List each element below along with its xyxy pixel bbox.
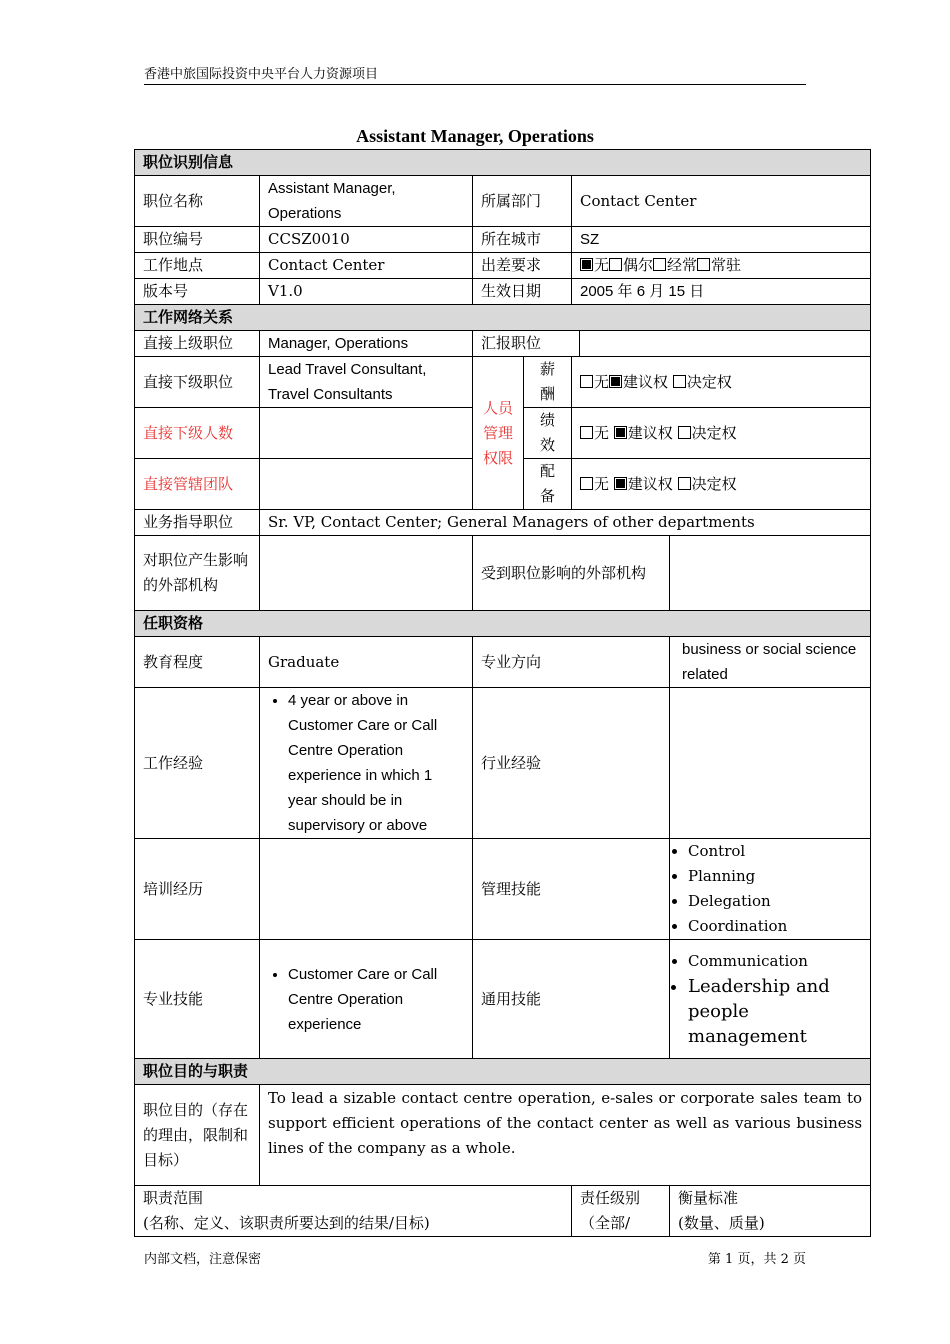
subordinate-count-label: 直接下级人数 xyxy=(135,408,260,459)
mgmt-authority-label: 人员管理权限 xyxy=(473,357,524,510)
list-item: • Coordination xyxy=(688,914,862,939)
purpose-value: To lead a sizable contact centre operation, e-sales or corporate sales team to support efficient operations of the contact center as well as various business lines of the company as a whole. xyxy=(260,1085,871,1186)
travel-options: 无 偶尔 经常 常驻 xyxy=(572,253,871,279)
page-header: 香港中旅国际投资中央平台人力资源项目 xyxy=(144,66,806,85)
mgmt-row-options: 无 建议权 决定权 xyxy=(572,408,871,459)
external-influence-label: 对职位产生影响的外部机构 xyxy=(135,536,260,611)
mgmt-row-options: 无 建议权 决定权 xyxy=(572,459,871,510)
subordinate-label: 直接下级职位 xyxy=(135,357,260,408)
version-value: V1.0 xyxy=(260,279,473,305)
guidance-value: Sr. VP, Contact Center; General Managers of other departments xyxy=(260,510,871,536)
mgmt-row-options: 无 建议权 决定权 xyxy=(572,357,871,408)
section-purpose: 职位目的与职责 xyxy=(135,1059,871,1085)
checkbox-icon xyxy=(673,375,686,388)
job-description-table xyxy=(134,149,871,1237)
footer-page-number: 第 1 页，共 2 页 xyxy=(707,1252,806,1267)
list-item: • Control xyxy=(688,839,862,864)
checkbox-checked-icon xyxy=(614,477,627,490)
subordinate-count-value xyxy=(260,408,473,459)
list-item: • Customer Care or Call Centre Operation experience xyxy=(288,962,464,1037)
mgmt-row-label: 配备 xyxy=(524,459,572,510)
section-network: 工作网络关系 xyxy=(135,305,871,331)
checkbox-checked-icon xyxy=(614,426,627,439)
mgmt-row-label: 绩效 xyxy=(524,408,572,459)
department-label: 所属部门 xyxy=(473,176,572,227)
effective-date-value: 2005 年 6 月 15 日 xyxy=(572,279,871,305)
training-label: 培训经历 xyxy=(135,839,260,940)
external-affected-label: 受到职位影响的外部机构 xyxy=(473,536,670,611)
version-label: 版本号 xyxy=(135,279,260,305)
list-item: • Leadership and people management xyxy=(688,974,862,1049)
responsibility-scope-header: 职责范围 (名称、定义、该职责所要达到的结果/目标) xyxy=(135,1186,572,1237)
position-code-value: CCSZ0010 xyxy=(260,227,473,253)
checkbox-checked-icon xyxy=(580,258,593,271)
department-value: Contact Center xyxy=(572,176,871,227)
checkbox-icon xyxy=(653,258,666,271)
checkbox-icon xyxy=(580,426,593,439)
section-qualification: 任职资格 xyxy=(135,611,871,637)
report-value xyxy=(580,331,871,357)
major-label: 专业方向 xyxy=(473,637,670,688)
checkbox-icon xyxy=(609,258,622,271)
list-item: • Planning xyxy=(688,864,862,889)
checkbox-icon xyxy=(697,258,710,271)
city-label: 所在城市 xyxy=(473,227,572,253)
effective-date-label: 生效日期 xyxy=(473,279,572,305)
prof-skill-label: 专业技能 xyxy=(135,940,260,1059)
measure-header: 衡量标准 (数量、质量) xyxy=(670,1186,871,1237)
responsibility-level-header: 责任级别 （全部/ xyxy=(572,1186,670,1237)
checkbox-icon xyxy=(580,477,593,490)
education-label: 教育程度 xyxy=(135,637,260,688)
superior-value: Manager, Operations xyxy=(260,331,473,357)
list-item: • Delegation xyxy=(688,889,862,914)
managed-team-label: 直接管辖团队 xyxy=(135,459,260,510)
position-code-label: 职位编号 xyxy=(135,227,260,253)
mgmt-skill-label: 管理技能 xyxy=(473,839,670,940)
general-skill-value xyxy=(670,940,871,1059)
purpose-label: 职位目的（存在的理由，限制和目标） xyxy=(135,1085,260,1186)
footer-confidential: 内部文档，注意保密 xyxy=(144,1252,262,1267)
checkbox-icon xyxy=(678,477,691,490)
report-label: 汇报职位 xyxy=(473,331,580,357)
section-identification: 职位识别信息 xyxy=(135,150,871,176)
work-location-label: 工作地点 xyxy=(135,253,260,279)
checkbox-icon xyxy=(580,375,593,388)
list-item: • 4 year or above in Customer Care or Call Centre Operation experience in which 1 year should be in supervisory or above xyxy=(288,688,464,838)
major-value: business or social science related xyxy=(670,637,871,688)
work-experience-label: 工作经验 xyxy=(135,688,260,839)
subordinate-value: Lead Travel Consultant, Travel Consultants xyxy=(260,357,473,408)
checkbox-checked-icon xyxy=(609,375,622,388)
list-item: • Communication xyxy=(688,949,862,974)
guidance-label: 业务指导职位 xyxy=(135,510,260,536)
city-value: SZ xyxy=(572,227,871,253)
mgmt-skill-value xyxy=(670,839,871,940)
checkbox-icon xyxy=(678,426,691,439)
industry-experience-value xyxy=(670,688,871,839)
travel-label: 出差要求 xyxy=(473,253,572,279)
mgmt-row-label: 薪酬 xyxy=(524,357,572,408)
external-affected-value xyxy=(670,536,871,611)
external-influence-value xyxy=(260,536,473,611)
work-experience-value xyxy=(260,688,473,839)
general-skill-label: 通用技能 xyxy=(473,940,670,1059)
training-value xyxy=(260,839,473,940)
managed-team-value xyxy=(260,459,473,510)
education-value: Graduate xyxy=(260,637,473,688)
position-title-label: 职位名称 xyxy=(135,176,260,227)
industry-experience-label: 行业经验 xyxy=(473,688,670,839)
position-title-value: Assistant Manager, Operations xyxy=(260,176,473,227)
document-title: Assistant Manager, Operations xyxy=(356,126,594,146)
prof-skill-value xyxy=(260,940,473,1059)
work-location-value: Contact Center xyxy=(260,253,473,279)
superior-label: 直接上级职位 xyxy=(135,331,260,357)
